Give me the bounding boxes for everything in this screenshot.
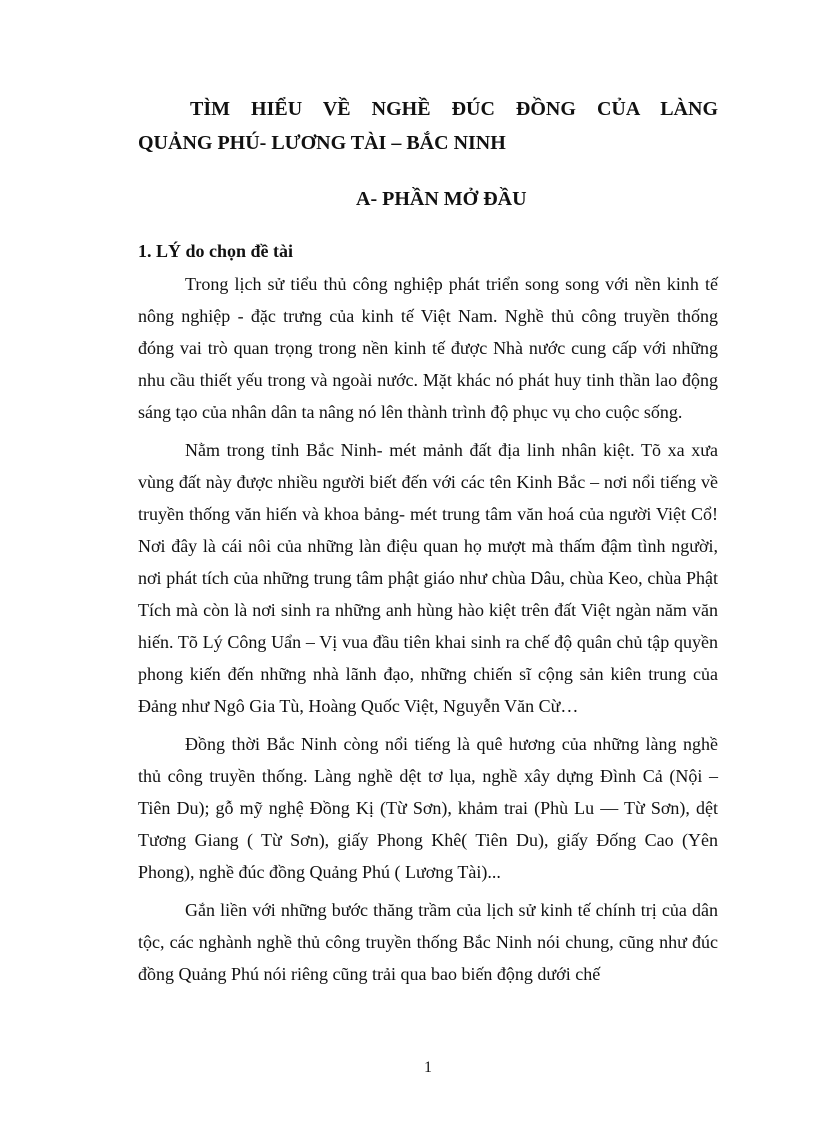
document-title [138, 92, 718, 160]
title-line-2: QUẢNG PHÚ- LƯƠNG TÀI – BẮC NINH [138, 132, 506, 154]
paragraph: Đồng thời Bắc Ninh còng nổi tiếng là quê hương của những làng nghề thủ công truyền thống. Làng nghề dệt tơ lụa, nghề xây dựng Đình Cả (Nội – Tiên Du); gỗ mỹ nghệ Đồng Kị (Từ Sơn), khảm trai (Phù Lu — Từ Sơn), dệt Tương Giang ( Từ Sơn), giấy Phong Khê( Tiên Du), giấy Đống Cao (Yên Phong), nghề đúc đồng Quảng Phú ( Lương Tài)... [138, 734, 718, 882]
title-line-1: TÌM HIỂU VỀ NGHỀ ĐÚC ĐỒNG CỦA LÀNG [190, 98, 718, 120]
page-number: 1 [424, 1059, 432, 1076]
paragraph: Nằm trong tỉnh Bắc Ninh- mét mảnh đất địa linh nhân kiệt. Tõ xa xưa vùng đất này được nhiều người biết đến với các tên Kinh Bắc – nơi nổi tiếng về truyền thống văn hiến và khoa bảng- mét trung tâm văn hoá của người Việt Cổ! Nơi đây là cái nôi của những làn điệu quan họ mượt mà thấm đậm tình người, nơi phát tích của những trung tâm phật giáo như chùa Dâu, chùa Keo, chùa Phật Tích mà còn là nơi sinh ra những anh hùng hào kiệt trên đất Việt ngàn năm văn hiến. Tõ Lý Công Uẩn – Vị vua đầu tiên khai sinh ra chế độ quân chủ tập quyền phong kiến đến những nhà lãnh đạo, những chiến sĩ cộng sản kiên trung của Đảng như Ngô Gia Tù, Hoàng Quốc Việt, Nguyễn Văn Cừ… [138, 440, 718, 716]
body-text [138, 268, 718, 990]
section-heading: A- PHẦN MỞ ĐẦU [356, 188, 527, 210]
subsection-heading: 1. LÝ do chọn đề tài [138, 241, 294, 261]
paragraph: Gắn liền với những bước thăng trầm của lịch sử kinh tế chính trị của dân tộc, các nghành nghề thủ công truyền thống Bắc Ninh nói chung, cũng như đúc đồng Quảng Phú nói riêng cũng trải qua bao biến động dưới chế [138, 900, 718, 984]
paragraph: Trong lịch sử tiểu thủ công nghiệp phát triển song song với nền kinh tế nông nghiệp - đặc trưng của kinh tế Việt Nam. Nghề thủ công truyền thống đóng vai trò quan trọng trong nền kinh tế được Nhà nước cung cấp với những nhu cầu thiết yếu trong và ngoài nước. Mặt khác nó phát huy tinh thần lao động sáng tạo của nhân dân ta nâng nó lên thành trình độ phục vụ cho cuộc sống. [138, 274, 718, 422]
